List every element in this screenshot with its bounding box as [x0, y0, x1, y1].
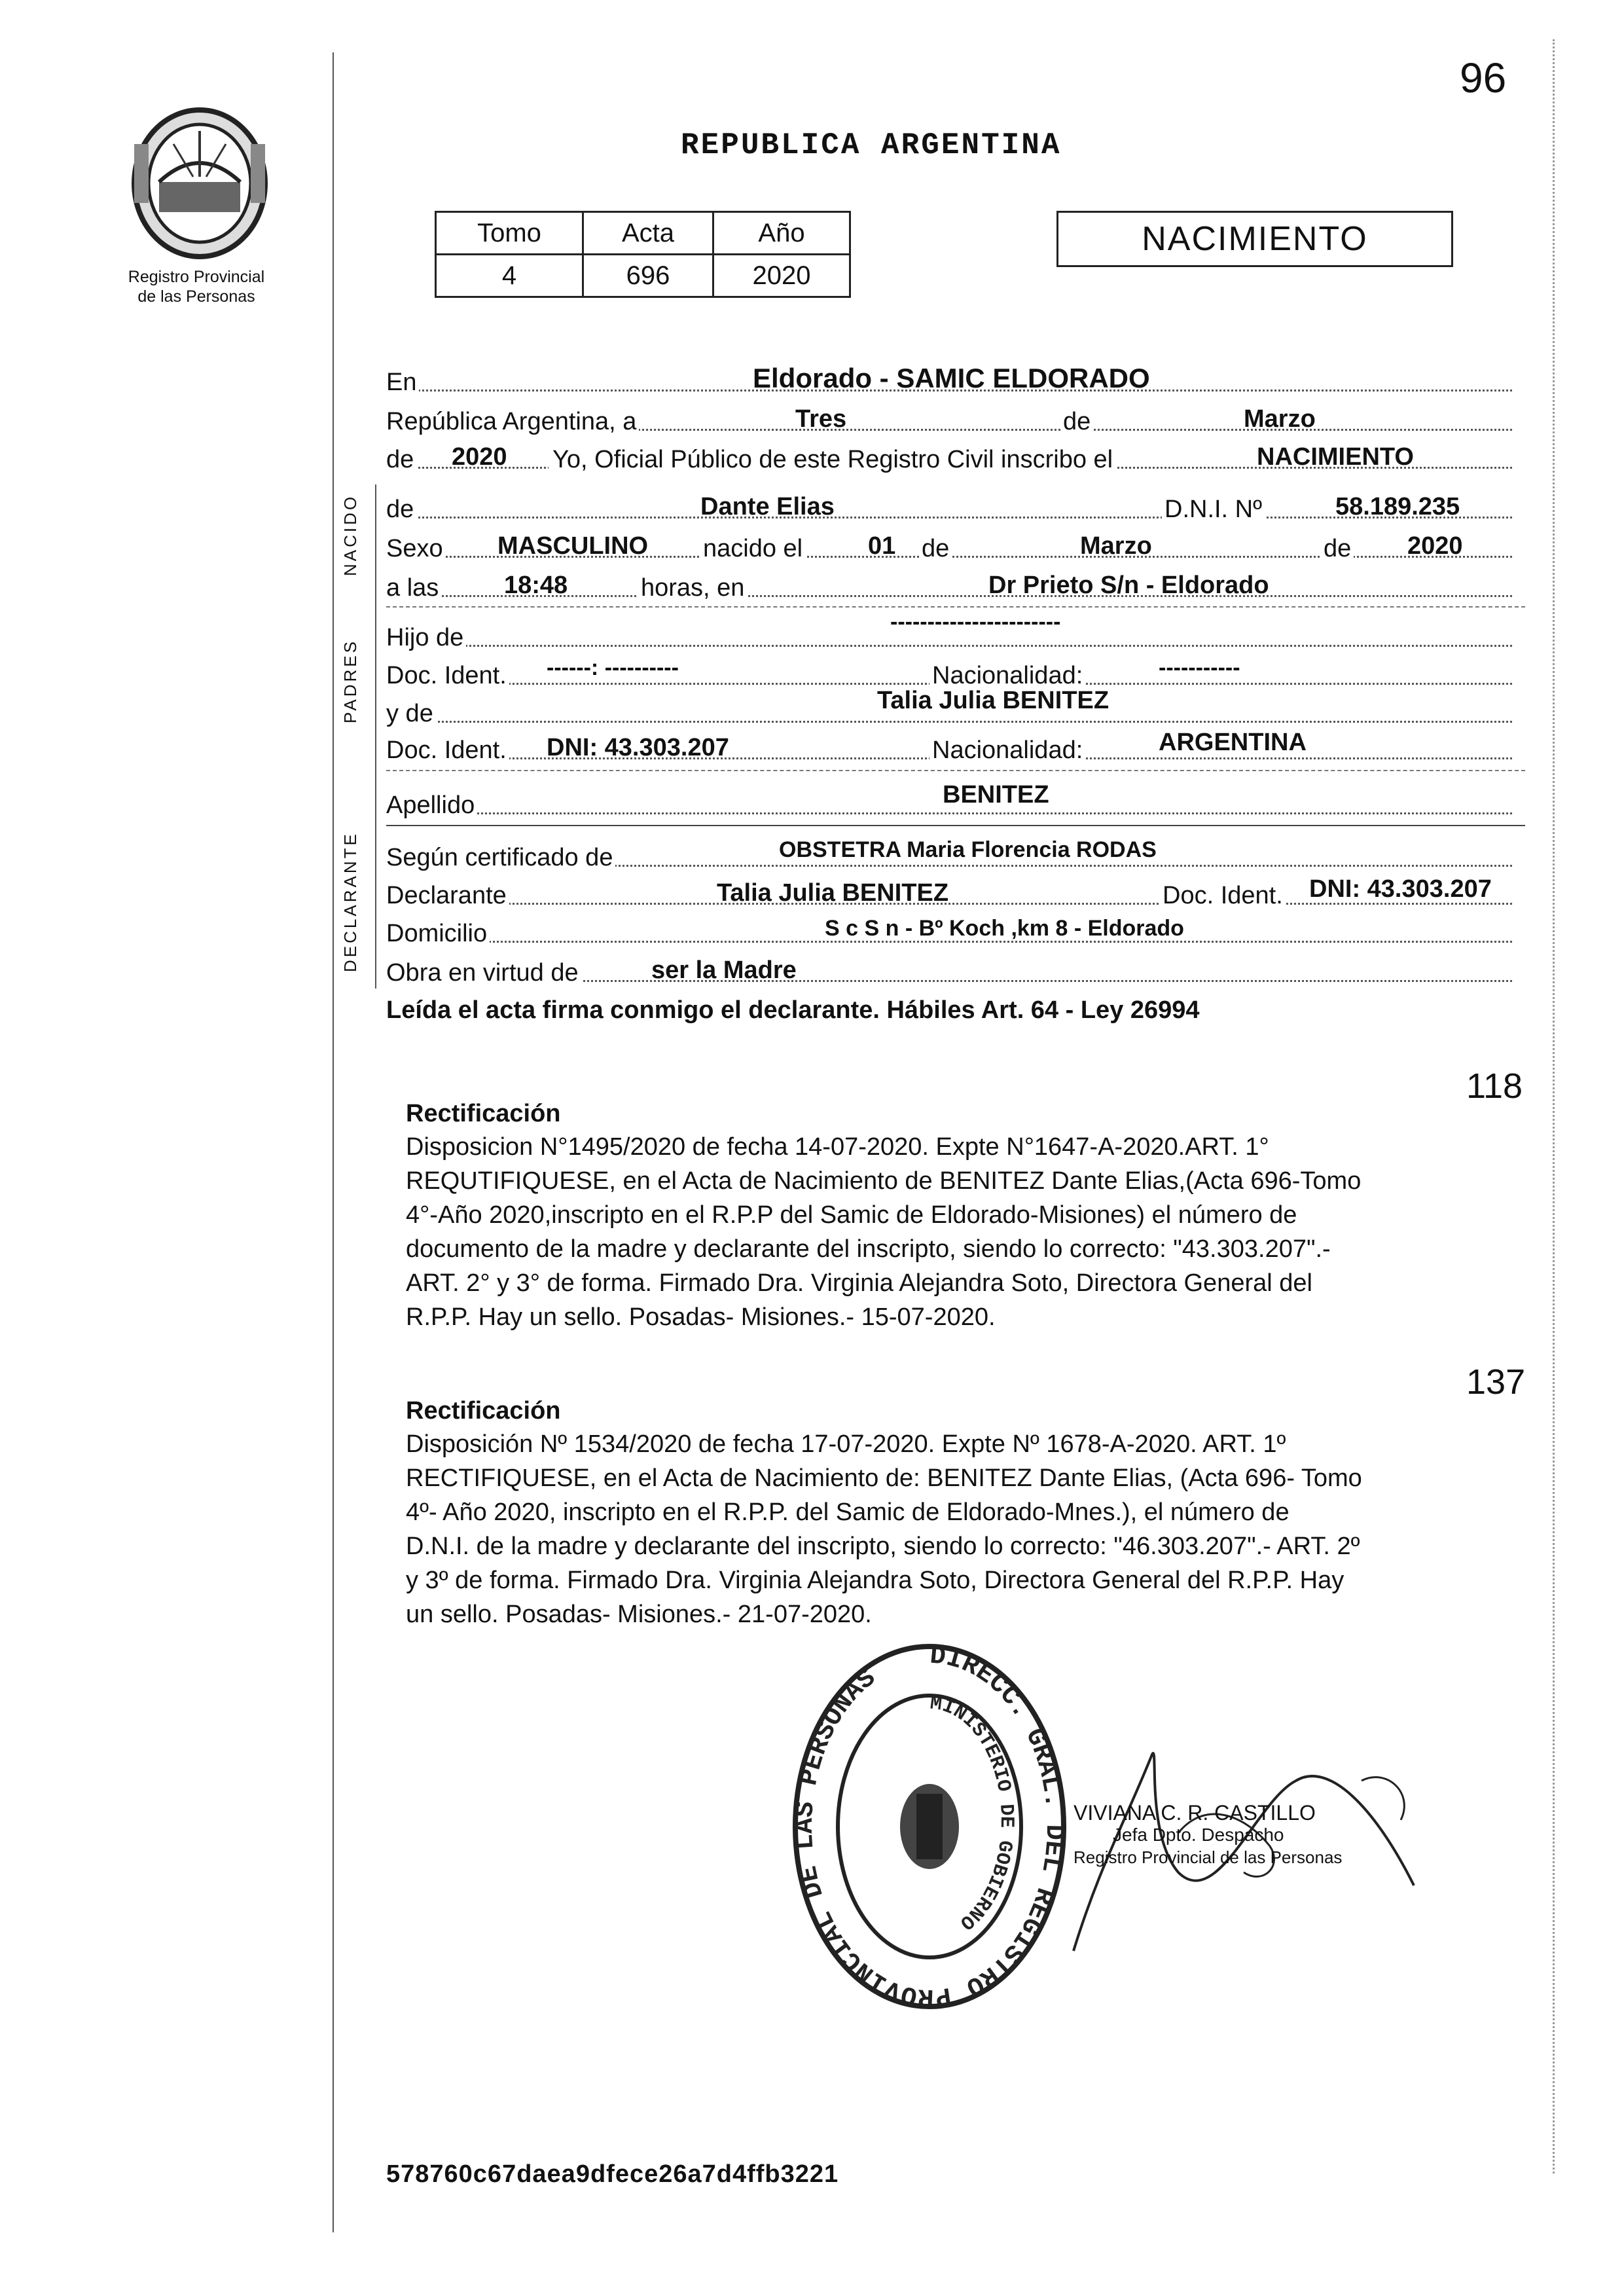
right-edge-line	[1553, 39, 1555, 2173]
label-en: En	[386, 369, 419, 397]
value-birth-year: 2020	[1407, 532, 1463, 560]
label-yo-oficial: Yo, Oficial Público de este Registro Civil inscribo el	[549, 446, 1115, 474]
row-republica	[386, 399, 1525, 436]
rectification-line: R.P.P. Hay un sello. Posadas- Misiones.- 15-07-2020.	[406, 1303, 996, 1331]
label-a-las: a las	[386, 574, 441, 602]
value-day: Tres	[795, 405, 847, 433]
rectification-title: Rectificación	[406, 1397, 561, 1425]
acta-header: Acta	[583, 212, 713, 255]
row-sexo	[386, 526, 1525, 563]
tomo-value: 4	[436, 255, 583, 297]
section-separator	[386, 825, 1525, 826]
value-time: 18:48	[504, 572, 568, 599]
label-de: de	[1060, 408, 1093, 436]
row-doc2	[386, 728, 1525, 765]
value-birth-day: 01	[868, 532, 896, 560]
value-birth-place: Dr Prieto S/n - Eldorado	[988, 572, 1269, 599]
rectification-line: ART. 2° y 3° de forma. Firmado Dra. Virginia Alejandra Soto, Directora General del	[406, 1269, 1312, 1297]
value-mother-dni: DNI: 43.303.207	[547, 734, 729, 761]
row-yde	[386, 687, 1525, 728]
rectification-line: D.N.I. de la madre y declarante del inscripto, siendo lo correcto: "46.303.207".- ART. 2º	[406, 1533, 1360, 1560]
acta-value: 696	[583, 255, 713, 297]
rectification-body	[406, 1130, 1519, 1334]
value-birth-month: Marzo	[1080, 532, 1152, 560]
value-child-name: Dante Elias	[700, 493, 835, 520]
page-number: 96	[1460, 54, 1507, 101]
row-domicilio	[386, 911, 1525, 948]
registry-table	[435, 211, 851, 298]
label-de3: de	[386, 496, 416, 524]
stamp-inner-text: MINISTERIO DE GOBIERNO	[928, 1692, 1018, 1934]
value-declarante-dni: DNI: 43.303.207	[1309, 875, 1492, 903]
row-apellido	[386, 783, 1525, 820]
tomo-header: Tomo	[436, 212, 583, 255]
act-type-box: NACIMIENTO	[1056, 211, 1453, 267]
official-stamp	[785, 1637, 1074, 2016]
rectification-title: Rectificación	[406, 1100, 561, 1127]
value-obra: ser la Madre	[651, 956, 797, 984]
label-horas: horas, en	[638, 574, 747, 602]
label-republica: República Argentina, a	[386, 408, 639, 436]
value-inscribo: NACIMIENTO	[1257, 443, 1414, 471]
leida-note: Leída el acta firma conmigo el declarante. Hábiles Art. 64 - Ley 26994	[386, 996, 1200, 1024]
value-father: -----------------------	[890, 609, 1061, 634]
document-hash: 578760c67daea9dfece26a7d4ffb3221	[386, 2160, 839, 2188]
stamp-outer-text: DIRECC. GRAL. DEL REGISTRO PROVINCIAL DE LAS PERSONAS	[790, 1641, 1069, 2012]
value-mother-nationality: ARGENTINA	[1159, 729, 1307, 756]
row-year-inscribo	[386, 437, 1525, 474]
label-de2: de	[386, 446, 416, 474]
page-title: REPUBLICA ARGENTINA	[681, 128, 1062, 162]
logo-caption-line1: Registro Provincial	[128, 268, 265, 286]
label-doc-ident-2: Doc. Ident.	[386, 736, 509, 765]
value-certificado: OBSTETRA Maria Florencia RODAS	[779, 837, 1157, 862]
section-separator	[386, 606, 1525, 608]
side-label-declarante: DECLARANTE	[340, 831, 360, 972]
value-mother-name: Talia Julia BENITEZ	[877, 687, 1110, 714]
signer-office: Registro Provincial de las Personas	[1074, 1847, 1343, 1867]
label-dni: D.N.I. Nº	[1162, 496, 1265, 524]
rectification-line: 4º- Año 2020, inscripto en el R.P.P. del Samic de Eldorado-Mnes.), el número de	[406, 1499, 1290, 1526]
rectification-number: 137	[1466, 1362, 1526, 1402]
rectification-body	[406, 1427, 1519, 1631]
label-declarante: Declarante	[386, 882, 509, 910]
signature-block	[1074, 1802, 1342, 1868]
value-declarante-name: Talia Julia BENITEZ	[717, 879, 949, 907]
value-sexo: MASCULINO	[497, 532, 649, 560]
row-en	[386, 360, 1525, 397]
side-label-nacido: NACIDO	[340, 494, 360, 576]
left-margin-line	[333, 52, 334, 2232]
row-segun	[386, 835, 1525, 872]
logo-caption	[98, 267, 295, 306]
label-doc-ident-3: Doc. Ident.	[1159, 882, 1286, 910]
value-year: 2020	[452, 443, 507, 471]
value-domicilio: S c S n - Bº Koch ,km 8 - Eldorado	[825, 916, 1184, 941]
label-nacido: nacido el	[700, 535, 805, 563]
label-domicilio: Domicilio	[386, 920, 490, 948]
signer-title: Jefa Dpto. Despacho	[1113, 1825, 1284, 1845]
label-de4: de	[919, 535, 952, 563]
row-name	[386, 487, 1525, 524]
value-apellido: BENITEZ	[943, 781, 1049, 809]
label-y-de: y de	[386, 700, 436, 728]
label-doc-ident-1: Doc. Ident.	[386, 662, 509, 690]
rectification-line: REQUTIFIQUESE, en el Acta de Nacimiento de BENITEZ Dante Elias,(Acta 696-Tomo	[406, 1167, 1362, 1195]
rectification-line: Disposicion N°1495/2020 de fecha 14-07-2020. Expte N°1647-A-2020.ART. 1°	[406, 1133, 1269, 1161]
row-doc1	[386, 653, 1525, 690]
rectification-line: y 3º de forma. Firmado Dra. Virginia Alejandra Soto, Directora General del R.P.P. Hay	[406, 1567, 1344, 1594]
label-de5: de	[1321, 535, 1354, 563]
value-month: Marzo	[1244, 405, 1316, 433]
rectification-line: 4°-Año 2020,inscripto en el R.P.P del Samic de Eldorado-Misiones) el número de	[406, 1201, 1297, 1229]
label-nacionalidad-2: Nacionalidad:	[929, 736, 1085, 765]
value-father-doc: ------: ----------	[547, 655, 679, 680]
row-hora	[386, 566, 1525, 602]
rectification-line: un sello. Posadas- Misiones.- 21-07-2020.	[406, 1601, 872, 1628]
section-separator	[386, 770, 1525, 771]
ano-header: Año	[713, 212, 850, 255]
rectification-line: RECTIFIQUESE, en el Acta de Nacimiento de: BENITEZ Dante Elias, (Acta 696- Tomo	[406, 1464, 1362, 1492]
province-seal-logo	[121, 105, 278, 262]
ano-value: 2020	[713, 255, 850, 297]
value-father-nationality: -----------	[1159, 655, 1240, 680]
rectification-line: documento de la madre y declarante del inscripto, siendo lo correcto: "43.303.207".-	[406, 1235, 1331, 1263]
value-child-dni: 58.189.235	[1335, 493, 1460, 520]
row-obra	[386, 951, 1525, 987]
label-sexo: Sexo	[386, 535, 446, 563]
label-obra-en-virtud: Obra en virtud de	[386, 959, 581, 987]
label-apellido: Apellido	[386, 791, 477, 820]
signer-name: VIVIANA C. R. CASTILLO	[1074, 1801, 1316, 1825]
side-label-padres: PADRES	[340, 639, 360, 723]
label-hijo: Hijo de	[386, 624, 466, 652]
section-divider-line	[375, 484, 376, 989]
row-declarante	[386, 873, 1525, 910]
label-nacionalidad-1: Nacionalidad:	[929, 662, 1085, 690]
rectification-line: Disposición Nº 1534/2020 de fecha 17-07-2020. Expte Nº 1678-A-2020. ART. 1º	[406, 1430, 1286, 1458]
label-segun-certificado: Según certificado de	[386, 844, 615, 872]
value-place-registry: Eldorado - SAMIC ELDORADO	[753, 363, 1150, 393]
row-hijo	[386, 609, 1525, 652]
stamp-emblem	[900, 1784, 959, 1869]
logo-caption-line2: de las Personas	[137, 287, 255, 306]
rectification-number: 118	[1466, 1066, 1523, 1106]
